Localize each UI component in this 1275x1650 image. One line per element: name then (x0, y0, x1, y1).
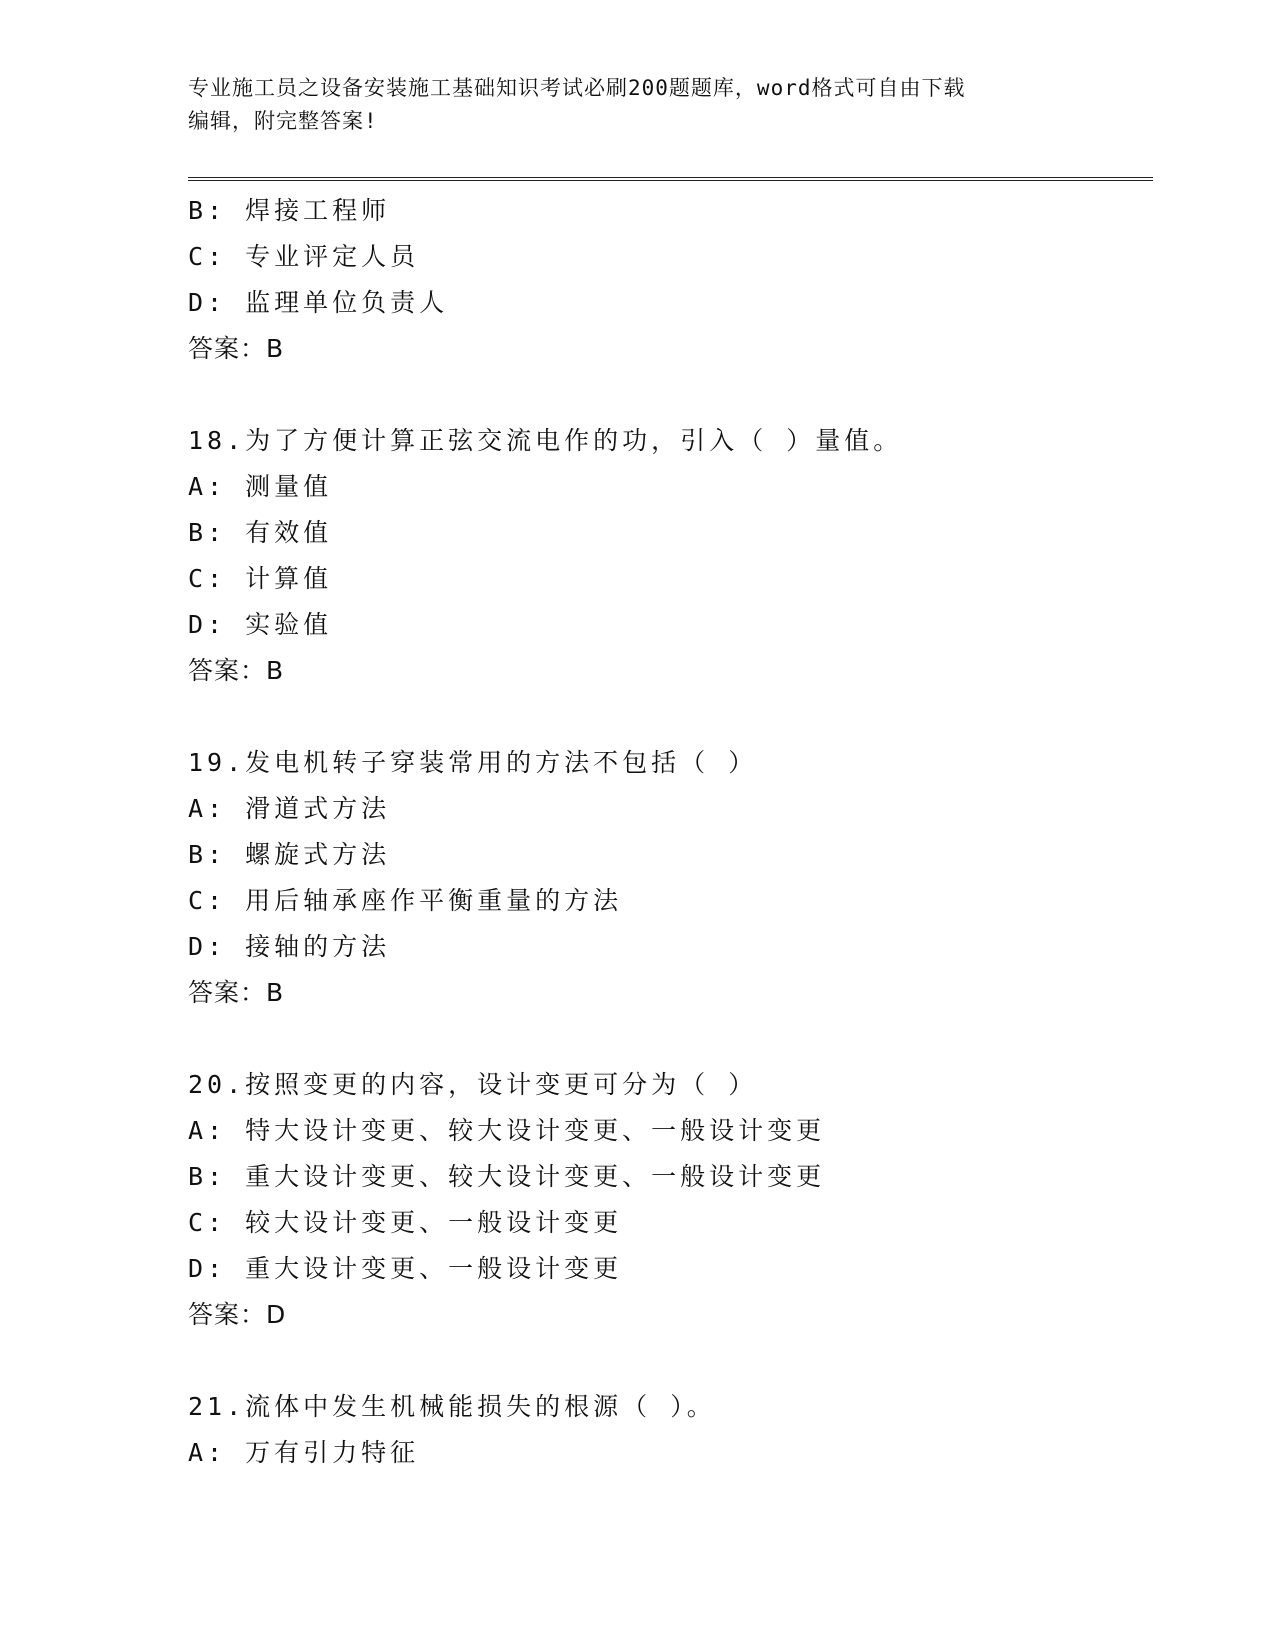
question-text: 18.为了方便计算正弦交流电作的功，引入（ ）量值。 (188, 426, 903, 455)
answer-line: 答案：B (188, 656, 285, 685)
question-block-21 (188, 1384, 1148, 1476)
option-d: D: 实验值 (188, 610, 333, 639)
question-text: 21.流体中发生机械能损失的根源（ ）。 (188, 1392, 716, 1421)
answer-line: 答案：B (188, 978, 285, 1007)
option-b: B: 重大设计变更、较大设计变更、一般设计变更 (188, 1162, 826, 1191)
option-d: D: 接轴的方法 (188, 932, 391, 961)
option-b: B: 有效值 (188, 518, 333, 547)
question-block-18 (188, 418, 1148, 694)
question-text: 19.发电机转子穿装常用的方法不包括（ ） (188, 748, 758, 777)
option-b: B: 螺旋式方法 (188, 840, 391, 869)
option-b: B: 焊接工程师 (188, 196, 391, 225)
spacer (188, 1016, 1148, 1062)
answer-line: 答案：B (188, 334, 285, 363)
question-text: 20.按照变更的内容，设计变更可分为（ ） (188, 1070, 758, 1099)
option-c: C: 用后轴承座作平衡重量的方法 (188, 886, 623, 915)
question-block-20 (188, 1062, 1148, 1338)
spacer (188, 694, 1148, 740)
option-d: D: 监理单位负责人 (188, 288, 449, 317)
option-a: A: 特大设计变更、较大设计变更、一般设计变更 (188, 1116, 826, 1145)
spacer (188, 1338, 1148, 1384)
document-header (188, 72, 1088, 138)
question-list (188, 188, 1148, 1476)
option-a: A: 万有引力特征 (188, 1438, 420, 1467)
header-title-line-1: 专业施工员之设备安装施工基础知识考试必刷200题题库，word格式可自由下载 (188, 76, 966, 100)
option-d: D: 重大设计变更、一般设计变更 (188, 1254, 623, 1283)
question-block-17 (188, 188, 1148, 372)
option-a: A: 滑道式方法 (188, 794, 391, 823)
answer-line: 答案：D (188, 1300, 287, 1329)
header-divider (188, 177, 1153, 181)
option-c: C: 计算值 (188, 564, 333, 593)
option-c: C: 较大设计变更、一般设计变更 (188, 1208, 623, 1237)
spacer (188, 372, 1148, 418)
question-block-19 (188, 740, 1148, 1016)
option-a: A: 测量值 (188, 472, 333, 501)
header-title-line-2: 编辑，附完整答案! (188, 109, 378, 133)
option-c: C: 专业评定人员 (188, 242, 420, 271)
